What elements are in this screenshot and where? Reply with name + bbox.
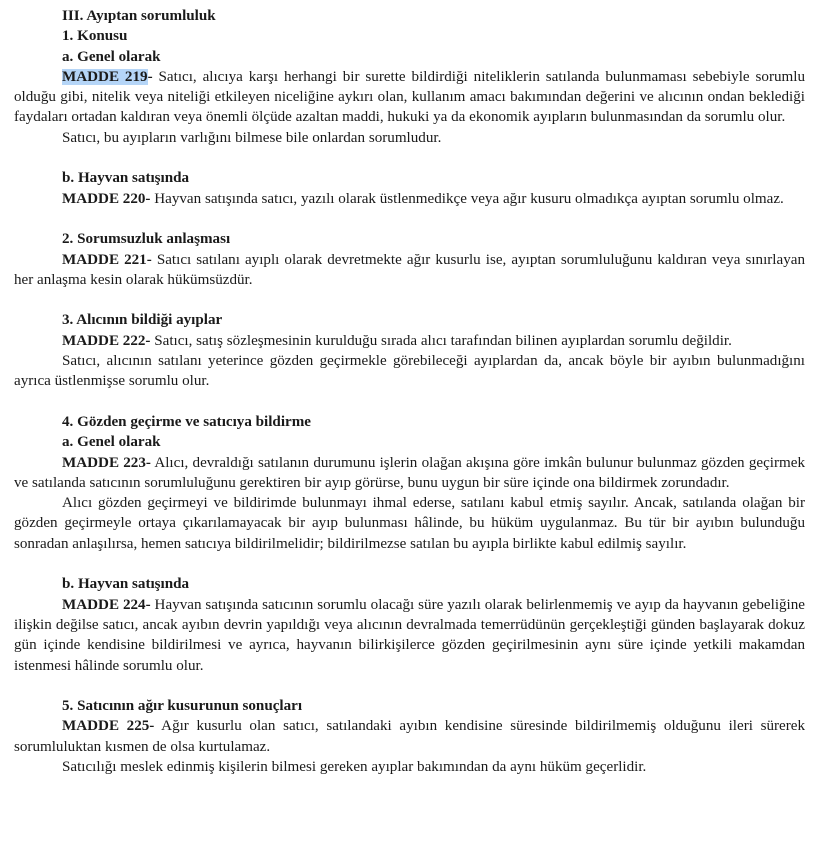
legal-document [14, 6, 805, 777]
subheading-genel-olarak: a. Genel olarak [62, 48, 161, 65]
article-225-paragraph-2: Satıcılığı meslek edinmiş kişilerin bilmesi gereken ayıplar bakımından da aynı hüküm geçerlidir. [62, 758, 647, 775]
article-225-label: MADDE 225- [62, 718, 155, 735]
subheading-hayvan-satisinda: b. Hayvan satışında [62, 170, 190, 187]
article-223-label: MADDE 223- [62, 454, 151, 471]
subheading-genel-olarak-2: a. Genel olarak [62, 434, 161, 451]
article-221-paragraph [14, 250, 805, 291]
article-222-label: MADDE 222- [62, 332, 151, 349]
spacer [14, 676, 805, 696]
article-221-text: Satıcı satılanı ayıplı olarak devretmekte ağır kusurlu ise, ayıptan sorumluluğunu kaldıran veya sınırlayan her anlaşma kesin olarak hükümsüzdür. [14, 251, 805, 288]
subheading-alicinin-bildigi-ayiplar: 3. Alıcının bildiği ayıplar [62, 312, 223, 329]
article-223-paragraph [14, 453, 805, 494]
spacer [14, 554, 805, 574]
spacer [14, 148, 805, 168]
article-224-label: MADDE 224- [62, 596, 151, 613]
article-219-paragraph [14, 67, 805, 128]
article-219-dash: - [147, 68, 153, 85]
article-225-paragraph [14, 716, 805, 757]
article-220-label: MADDE 220- [62, 190, 151, 207]
subheading-gozden-gecirme: 4. Gözden geçirme ve satıcıya bildirme [62, 413, 311, 430]
subheading-hayvan-satisinda-2: b. Hayvan satışında [62, 576, 190, 593]
spacer [14, 209, 805, 229]
article-223-paragraph-2: Alıcı gözden geçirmeyi ve bildirimde bulunmayı ihmal ederse, satılanı kabul etmiş sayılır. Ancak, satılanda olağan bir gözden geçirmeyle ortaya çıkarılamayacak bir ayıp bulunması hâlinde, bu hüküm uygulanmaz. Bu tür bir ayıbın bulunduğu sonradan anlaşılırsa, hemen satıcıya bildirilmelidir; bildirilmezse satılan bu ayıpla birlikte kabul edilmiş sayılır. [14, 495, 805, 552]
article-222-text: Satıcı, satış sözleşmesinin kurulduğu sırada alıcı tarafından bilinen ayıplardan sorumlu değildir. [150, 332, 732, 349]
article-221-label: MADDE 221- [62, 251, 152, 268]
article-219-text: Satıcı, alıcıya karşı herhangi bir surette bildirdiği niteliklerin satılanda bulunmaması sebebiyle sorumlu olduğu gibi, nitelik veya niteliği etkileyen niceliğine aykırı olan, kullanım amacı bakımından değerini ve alıcının ondan beklediği faydaları ortadan kaldıran veya önemli ölçüde azaltan maddi, hukuki ya da ekonomik ayıpların bulunmasından da sorumlu olur. [14, 68, 805, 126]
subheading-sorumsuzluk-anlasmasi: 2. Sorumsuzluk anlaşması [62, 231, 231, 248]
article-219-label[interactable] [62, 69, 153, 85]
article-224-paragraph [14, 595, 805, 676]
subheading-konusu: 1. Konusu [62, 28, 128, 45]
section-heading-ayiptan-sorumluluk: III. Ayıptan sorumluluk [62, 8, 216, 24]
spacer [14, 290, 805, 310]
article-225-text: Ağır kusurlu olan satıcı, satılandaki ayıbın kendisine süresinde bildirilmemiş olduğunu ileri sürerek sorumluluktan kısmen de olsa kurtulamaz. [14, 718, 805, 755]
article-219-paragraph-2: Satıcı, bu ayıpların varlığını bilmese bile onlardan sorumludur. [62, 129, 442, 146]
article-220-paragraph [14, 189, 805, 209]
article-222-paragraph [14, 331, 805, 351]
article-220-text: Hayvan satışında satıcı, yazılı olarak üstlenmedikçe veya ağır kusuru olmadıkça ayıptan sorumlu olmaz. [150, 190, 784, 207]
spacer [14, 392, 805, 412]
article-222-paragraph-2: Satıcı, alıcının satılanı yeterince gözden geçirmekle görebileceği ayıplardan da, ancak böyle bir ayıbın bulunmadığını ayrıca üstlenmişse sorumlu olur. [14, 353, 805, 390]
subheading-agir-kusur-sonuclari: 5. Satıcının ağır kusurunun sonuçları [62, 698, 303, 715]
article-223-text: Alıcı, devraldığı satılanın durumunu işlerin olağan akışına göre imkân bulunur bulunmaz gözden geçirmek ve satılanda satıcının sorumluluğunu gerektiren bir ayıp görürse, bunu uygun bir süre içinde ona bildirmek zorundadır. [14, 454, 805, 491]
article-219-selection[interactable]: MADDE 219 [62, 68, 148, 85]
article-224-text: Hayvan satışında satıcının sorumlu olacağı süre yazılı olarak belirlenmemiş ve ayıp da hayvanın gebeliğine ilişkin değilse satıcı, ancak ayıbın devrin yapıldığı veya alıcının devralmada temerrüdünün gerçekleştiği günden başlayarak dokuz gün içinde kendisine bildirilmesi ve ayrıca, hayvanın bilirkişilerce gözden geçirilmesinin aynı süre içinde yetkili makamdan istenmesi hâlinde sorumlu olur. [14, 596, 805, 674]
